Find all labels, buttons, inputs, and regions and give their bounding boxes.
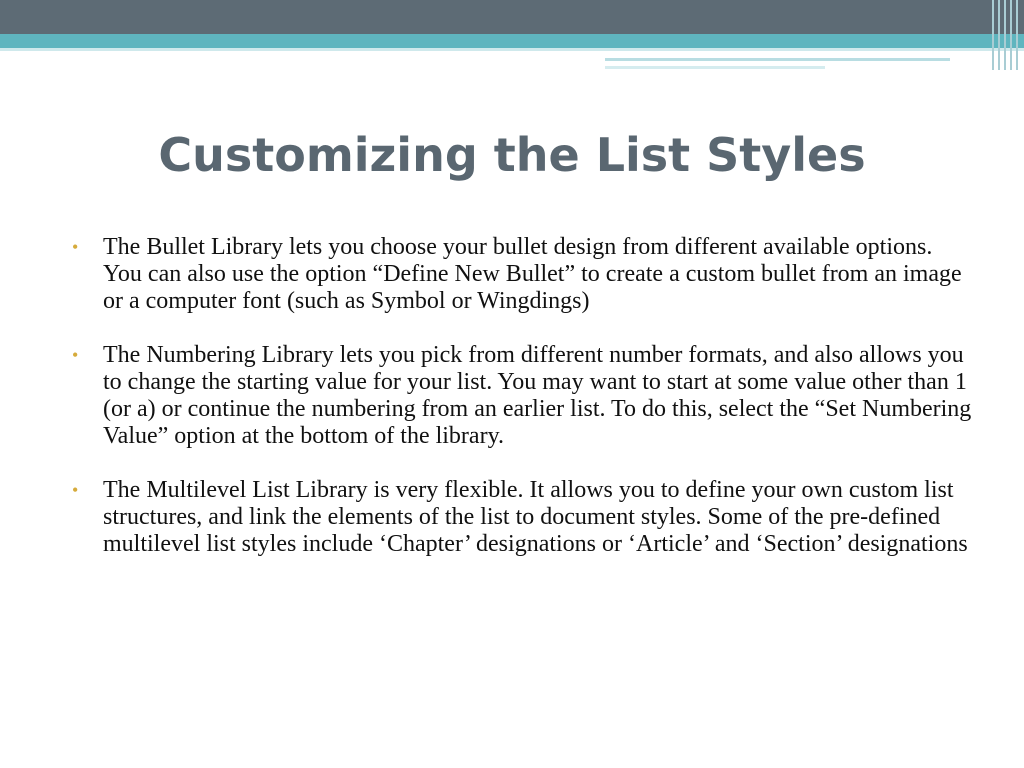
dot-bullet-icon: • (72, 480, 79, 500)
dot-bullet-icon: • (72, 237, 79, 257)
slide-title: Customizing the List Styles (158, 128, 866, 182)
list-item-text: The Multilevel List Library is very flexible. It allows you to define your own custom list structures, and link the elements of the list to document styles. Some of the pre-defined multilevel list styles include ‘Chapter’ designations or ‘Article’ and ‘Section’ designations (103, 477, 968, 557)
header-stripe (605, 66, 825, 69)
header-band-teal (0, 34, 1024, 48)
corner-stripes (990, 0, 1024, 70)
bullet-list (72, 234, 972, 585)
list-item (72, 234, 972, 315)
header-band-light (0, 48, 1024, 51)
list-item-text: The Bullet Library lets you choose your bullet design from different available options. You can also use the option “Define New Bullet” to create a custom bullet from an image or a computer font (such as Symbol or Wingdings) (103, 234, 962, 314)
list-item (72, 342, 972, 450)
dot-bullet-icon: • (72, 345, 79, 365)
header-stripe (605, 58, 950, 61)
list-item-text: The Numbering Library lets you pick from different number formats, and also allows you to change the starting value for your list. You may want to start at some value other than 1 (or a) or continue the numbering from an earlier list. To do this, select the “Set Numbering Value” option at the bottom of the library. (103, 342, 972, 449)
list-item (72, 477, 972, 558)
header-band-dark (0, 0, 1024, 34)
